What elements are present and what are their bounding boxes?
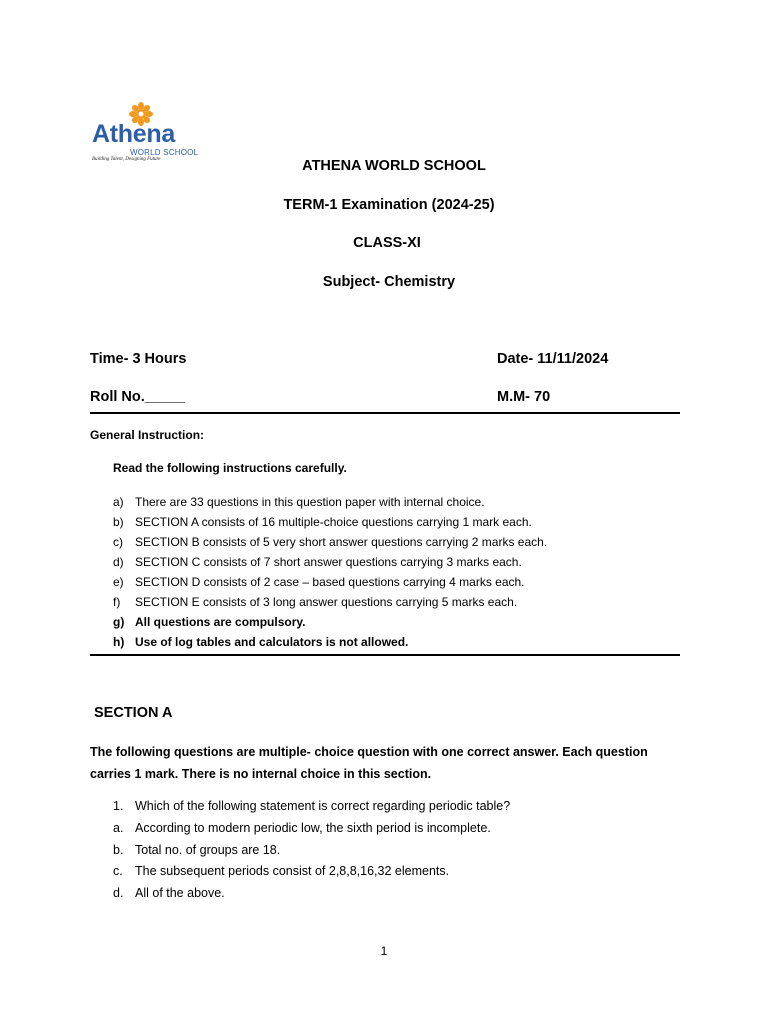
- section-a-title: SECTION A: [94, 705, 173, 721]
- logo-subtitle: WORLD SCHOOL: [130, 148, 199, 157]
- question-1: [113, 799, 693, 813]
- instruction-item: [113, 495, 693, 509]
- instruction-item: [113, 635, 693, 649]
- instruction-text: SECTION A consists of 16 multiple-choice questions carrying 1 mark each.: [135, 515, 532, 529]
- logo-tagline: Building Talent, Designing Future: [92, 157, 161, 162]
- option-text: Total no. of groups are 18.: [135, 843, 281, 857]
- instruction-label: c): [113, 535, 123, 549]
- instructions-title: General Instruction:: [90, 428, 205, 442]
- instruction-item: [113, 535, 693, 549]
- subject-label: Subject- Chemistry: [322, 274, 456, 290]
- school-logo: [88, 102, 199, 166]
- instruction-text: SECTION E consists of 3 long answer questions carrying 5 marks each.: [135, 595, 518, 609]
- time-label: Time- 3 Hours: [90, 351, 187, 367]
- instruction-label: b): [113, 515, 124, 529]
- logo-name: Athena: [92, 120, 175, 148]
- instruction-text: All questions are compulsory.: [135, 615, 306, 629]
- instructions-lead: Read the following instructions carefully.: [113, 461, 347, 475]
- answer-option: [113, 843, 693, 857]
- question-number: 1.: [113, 799, 124, 813]
- instruction-label: e): [113, 575, 124, 589]
- header-divider: [90, 412, 680, 414]
- class-label: CLASS-XI: [353, 235, 421, 251]
- instruction-text: There are 33 questions in this question paper with internal choice.: [135, 495, 485, 509]
- option-text: The subsequent periods consist of 2,8,8,16,32 elements.: [135, 864, 450, 878]
- school-name: ATHENA WORLD SCHOOL: [302, 158, 486, 174]
- instruction-item: [113, 575, 693, 589]
- max-marks-label: M.M- 70: [497, 389, 551, 405]
- option-text: According to modern periodic low, the sixth period is incomplete.: [135, 821, 491, 835]
- section-a-intro: The following questions are multiple- choice question with one correct answer. Each question carries 1 mark. There is no internal choice in this section.: [90, 745, 648, 781]
- instruction-item: [113, 555, 693, 569]
- instruction-label: f): [113, 595, 121, 609]
- option-label: d.: [113, 886, 124, 900]
- exam-title: TERM-1 Examination (2024-25): [283, 197, 495, 213]
- answer-option: [113, 864, 693, 878]
- page-number: 1: [380, 944, 388, 958]
- option-label: a.: [113, 821, 124, 835]
- instruction-text: SECTION B consists of 5 very short answer questions carrying 2 marks each.: [135, 535, 548, 549]
- option-text: All of the above.: [135, 886, 225, 900]
- instruction-label: h): [113, 635, 125, 649]
- instructions-divider: [90, 654, 680, 656]
- date-label: Date- 11/11/2024: [497, 351, 609, 367]
- instruction-text: SECTION C consists of 7 short answer questions carrying 3 marks each.: [135, 555, 522, 569]
- instruction-item: [113, 615, 693, 629]
- roll-number-label: Roll No._____: [90, 389, 186, 405]
- option-label: b.: [113, 843, 124, 857]
- instruction-item: [113, 595, 693, 609]
- instruction-label: d): [113, 555, 124, 569]
- instruction-label: a): [113, 495, 124, 509]
- option-label: c.: [113, 864, 123, 878]
- instruction-item: [113, 515, 693, 529]
- instruction-text: SECTION D consists of 2 case – based questions carrying 4 marks each.: [135, 575, 525, 589]
- question-text: Which of the following statement is correct regarding periodic table?: [135, 799, 511, 813]
- answer-option: [113, 886, 693, 900]
- answer-option: [113, 821, 693, 835]
- instruction-text: Use of log tables and calculators is not allowed.: [135, 635, 409, 649]
- instruction-label: g): [113, 615, 125, 629]
